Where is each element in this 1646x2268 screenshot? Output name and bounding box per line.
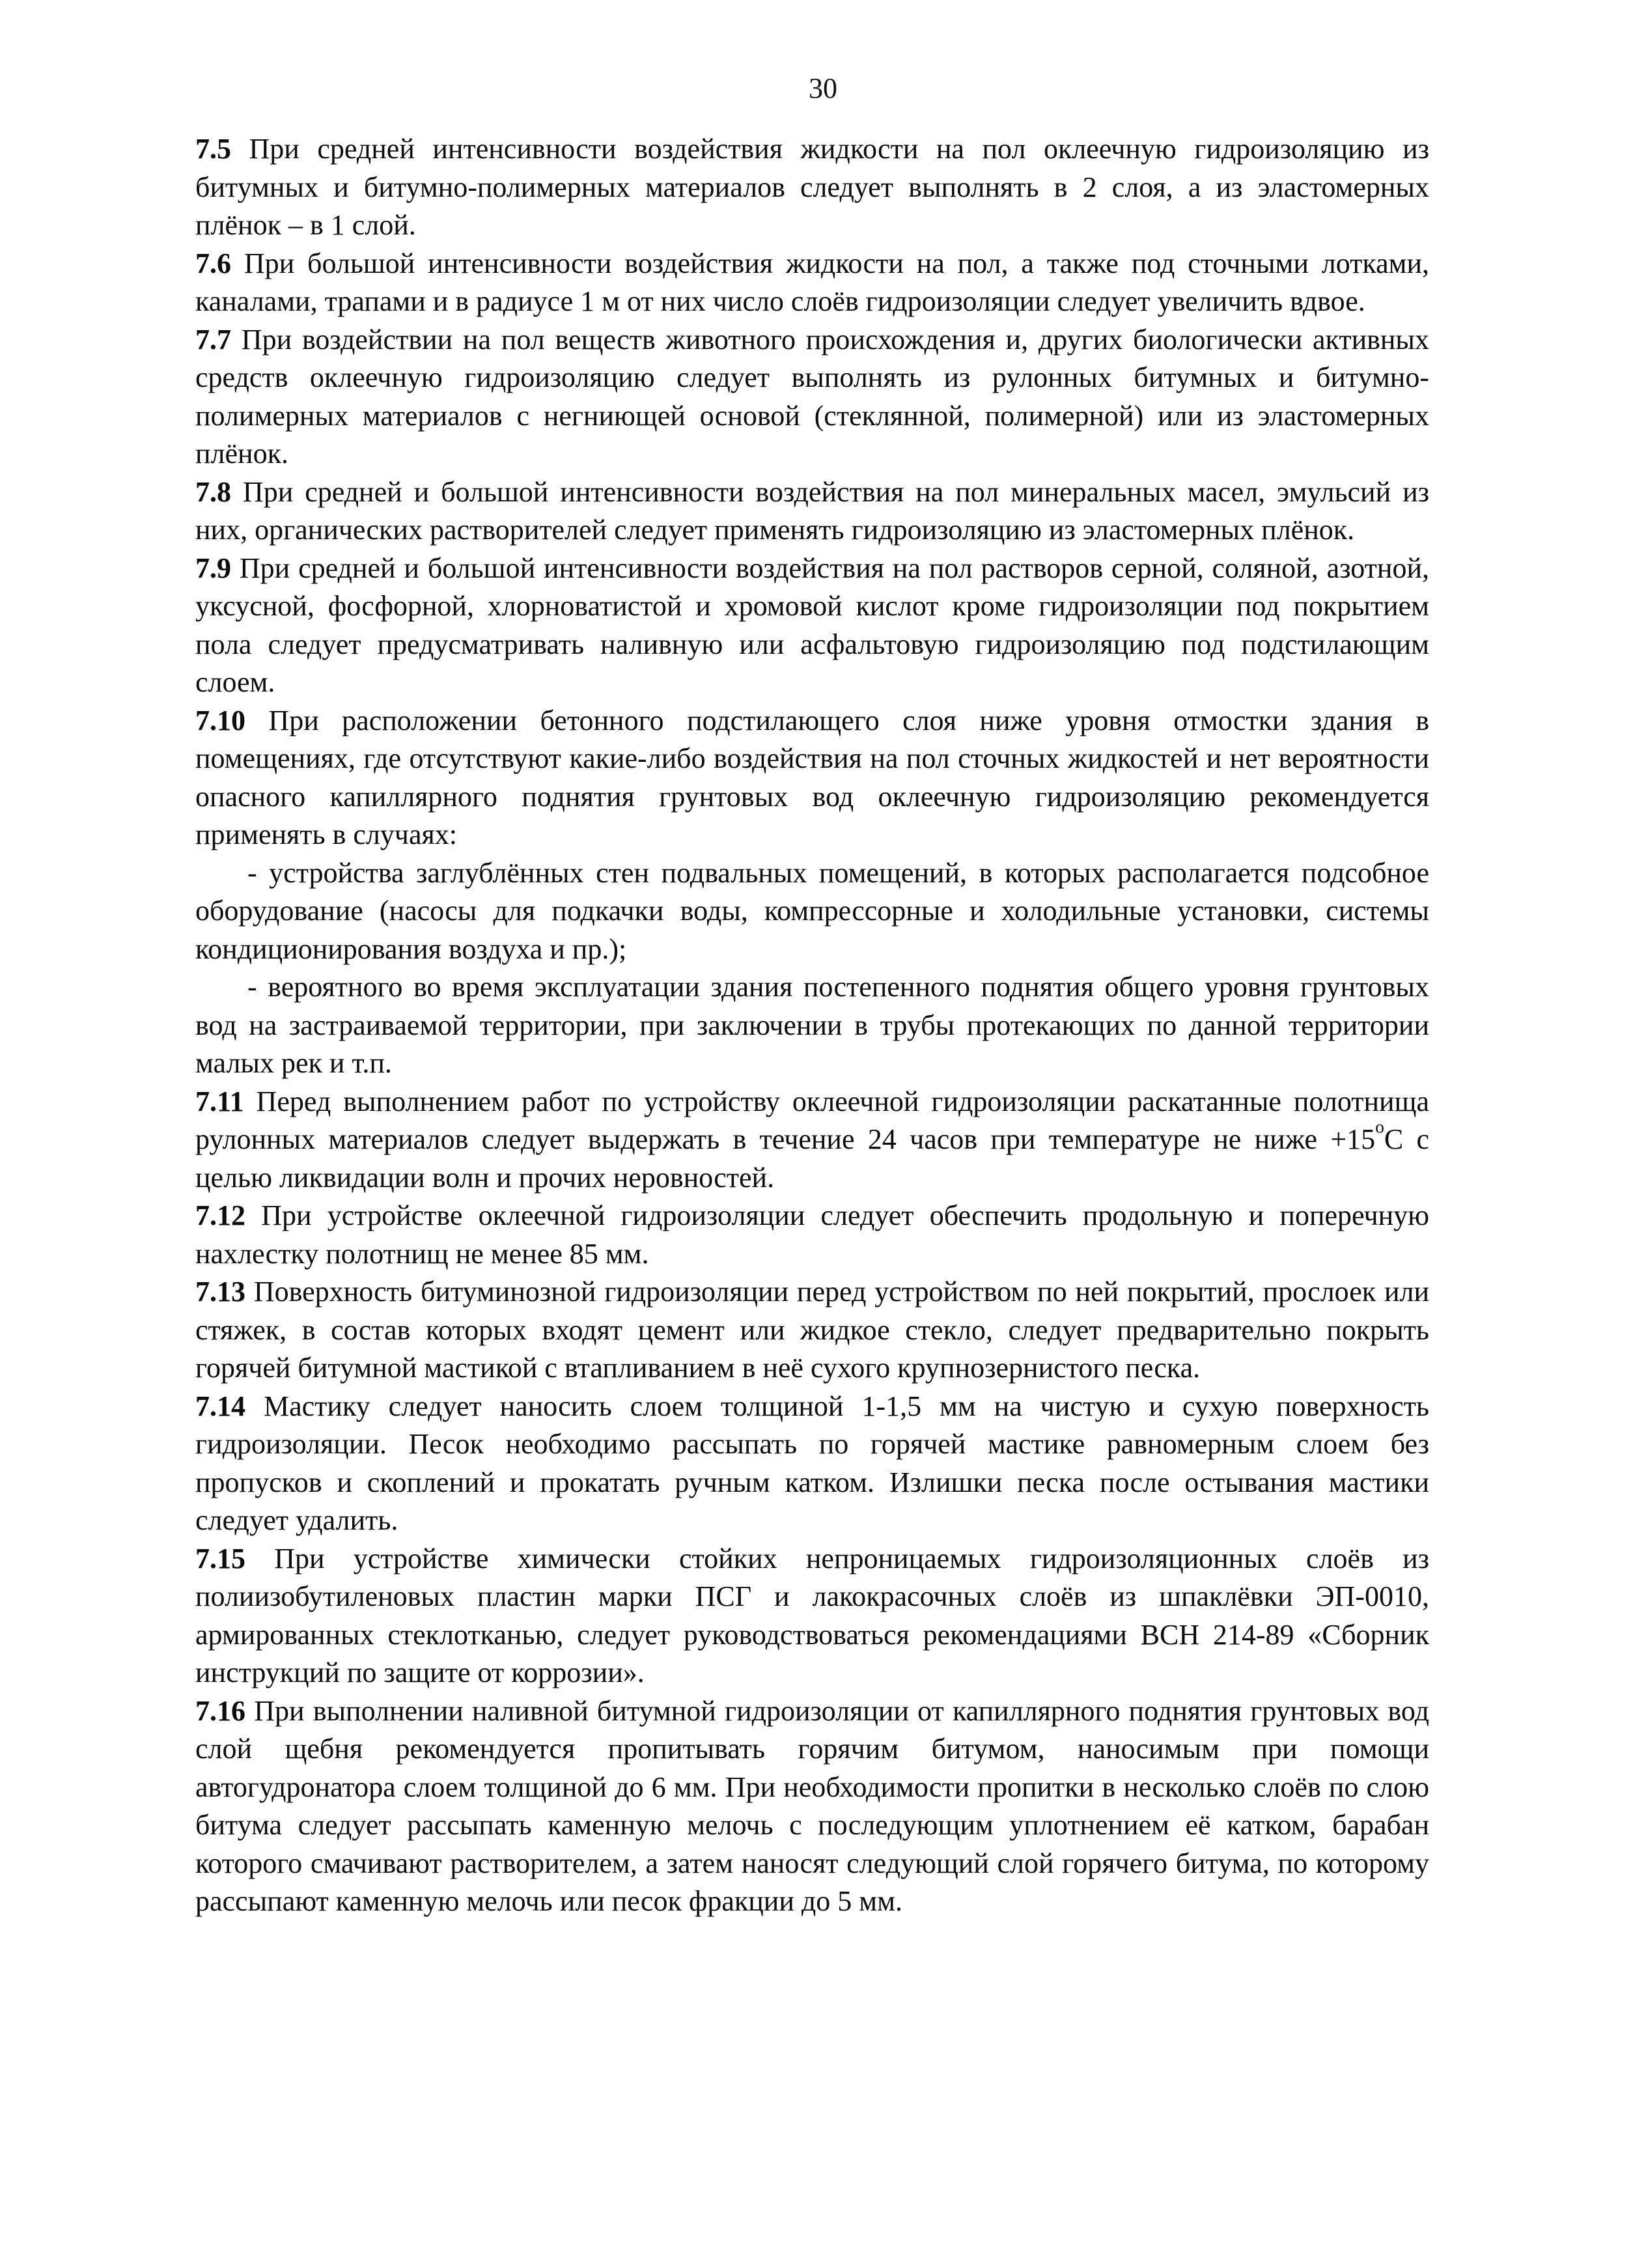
clause-number: 7.15: [195, 1542, 245, 1575]
clause-text: При средней интенсивности воздействия жидкости на пол оклеечную гидроизоляцию из битумных и битумно-полимерных материалов следует выполнять в 2 слоя, а из эластомерных плёнок – в 1 слой.: [195, 133, 1429, 241]
clause-number: 7.14: [195, 1390, 245, 1422]
clause-number: 7.5: [195, 133, 231, 165]
clause-7-14: [195, 1388, 1429, 1540]
clause-7-5: [195, 130, 1429, 245]
clause-7-15: [195, 1540, 1429, 1692]
document-body: [195, 130, 1429, 1921]
clause-7-12: [195, 1197, 1429, 1273]
clause-number: 7.7: [195, 323, 231, 356]
clause-text: При средней и большой интенсивности воздействия на пол растворов серной, соляной, азотной, уксусной, фосфорной, хлорноватистой и хромовой кислот кроме гидроизоляции под покрытием пола следует предусматривать наливную или асфальтовую гидроизоляцию под подстилающим слоем.: [195, 552, 1429, 698]
clause-7-7: [195, 321, 1429, 473]
clause-text: При устройстве оклеечной гидроизоляции следует обеспечить продольную и поперечную нахлестку полотнищ не менее 85 мм.: [195, 1199, 1429, 1270]
clause-7-6: [195, 245, 1429, 321]
clause-number: 7.6: [195, 247, 231, 279]
clause-text: При выполнении наливной битумной гидроизоляции от капиллярного поднятия грунтовых вод слой щебня рекомендуется пропитывать горячим битумом, наносимым при помощи автогудронатора слоем толщиной до 6 мм. При необходимости пропитки в несколько слоёв по слою битума следует рассыпать каменную мелочь с последующим уплотнением её катком, барабан которого смачивают растворителем, а затем наносят следующий слой горячего битума, по которому рассыпают каменную мелочь или песок фракции до 5 мм.: [195, 1694, 1429, 1917]
page-number: 30: [809, 72, 837, 104]
clause-7-16: [195, 1692, 1429, 1921]
clause-text-tail: С с целью ликвидации волн и прочих неровностей.: [195, 1123, 1429, 1194]
clause-7-10: [195, 702, 1429, 854]
clause-7-13: [195, 1273, 1429, 1388]
clause-text: При средней и большой интенсивности воздействия на пол минеральных масел, эмульсий из них, органических растворителей следует применять гидроизоляцию из эластомерных плёнок.: [195, 475, 1429, 546]
clause-text: При большой интенсивности воздействия жидкости на пол, а также под сточными лотками, каналами, трапами и в радиусе 1 м от них число слоёв гидроизоляции следует увеличить вдвое.: [195, 247, 1429, 317]
list-item: [195, 854, 1429, 969]
list-item: [195, 968, 1429, 1083]
clause-text: При воздействии на пол веществ животного происхождения и, других биологически активных средств оклеечную гидроизоляцию следует выполнять из рулонных битумных и битумно-полимерных материалов с негниющей основой (стеклянной, полимерной) или из эластомерных плёнок.: [195, 323, 1429, 469]
clause-number: 7.9: [195, 552, 231, 584]
clause-number: 7.12: [195, 1199, 245, 1231]
clause-number: 7.16: [195, 1694, 245, 1727]
clause-number: 7.8: [195, 475, 231, 508]
clause-text: - устройства заглублённых стен подвальных помещений, в которых располагается подсобное оборудование (насосы для подкачки воды, компрессорные и холодильные установки, системы кондиционирования воздуха и пр.);: [195, 856, 1429, 965]
clause-7-8: [195, 473, 1429, 550]
clause-text: Мастику следует наносить слоем толщиной 1-1,5 мм на чистую и сухую поверхность гидроизоляции. Песок необходимо рассыпать по горячей мастике равномерным слоем без пропусков и скоплений и прокатать ручным катком. Излишки песка после остывания мастики следует удалить.: [195, 1390, 1429, 1536]
clause-text: - вероятного во время эксплуатации здания постепенного поднятия общего уровня грунтовых вод на застраиваемой территории, при заключении в трубы протекающих по данной территории малых рек и т.п.: [195, 971, 1429, 1079]
clause-text: При расположении бетонного подстилающего слоя ниже уровня отмостки здания в помещениях, где отсутствуют какие-либо воздействия на пол сточных жидкостей и нет вероятности опасного капиллярного поднятия грунтовых вод оклеечную гидроизоляцию рекомендуется применять в случаях:: [195, 704, 1429, 850]
clause-text: Поверхность битуминозной гидроизоляции перед устройством по ней покрытий, прослоек или стяжек, в состав которых входят цемент или жидкое стекло, следует предварительно покрыть горячей битумной мастикой с втапливанием в неё сухого крупнозернистого песка.: [195, 1276, 1429, 1384]
clause-number: 7.10: [195, 704, 245, 736]
clause-number: 7.11: [195, 1085, 244, 1117]
degree-superscript: о: [1375, 1117, 1384, 1137]
clause-7-9: [195, 550, 1429, 702]
clause-number: 7.13: [195, 1276, 245, 1308]
clause-text: Перед выполнением работ по устройству оклеечной гидроизоляции раскатанные полотнища рулонных материалов следует выдержать в течение 24 часов при температуре не ниже +15: [195, 1085, 1429, 1155]
clause-text: При устройстве химически стойких непроницаемых гидроизоляционных слоёв из полиизобутиленовых пластин марки ПСГ и лакокрасочных слоёв из шпаклёвки ЭП-0010, армированных стеклотканью, следует руководствоваться рекомендациями ВСН 214-89 «Сборник инструкций по защите от коррозии».: [195, 1542, 1429, 1688]
clause-7-11: [195, 1083, 1429, 1197]
